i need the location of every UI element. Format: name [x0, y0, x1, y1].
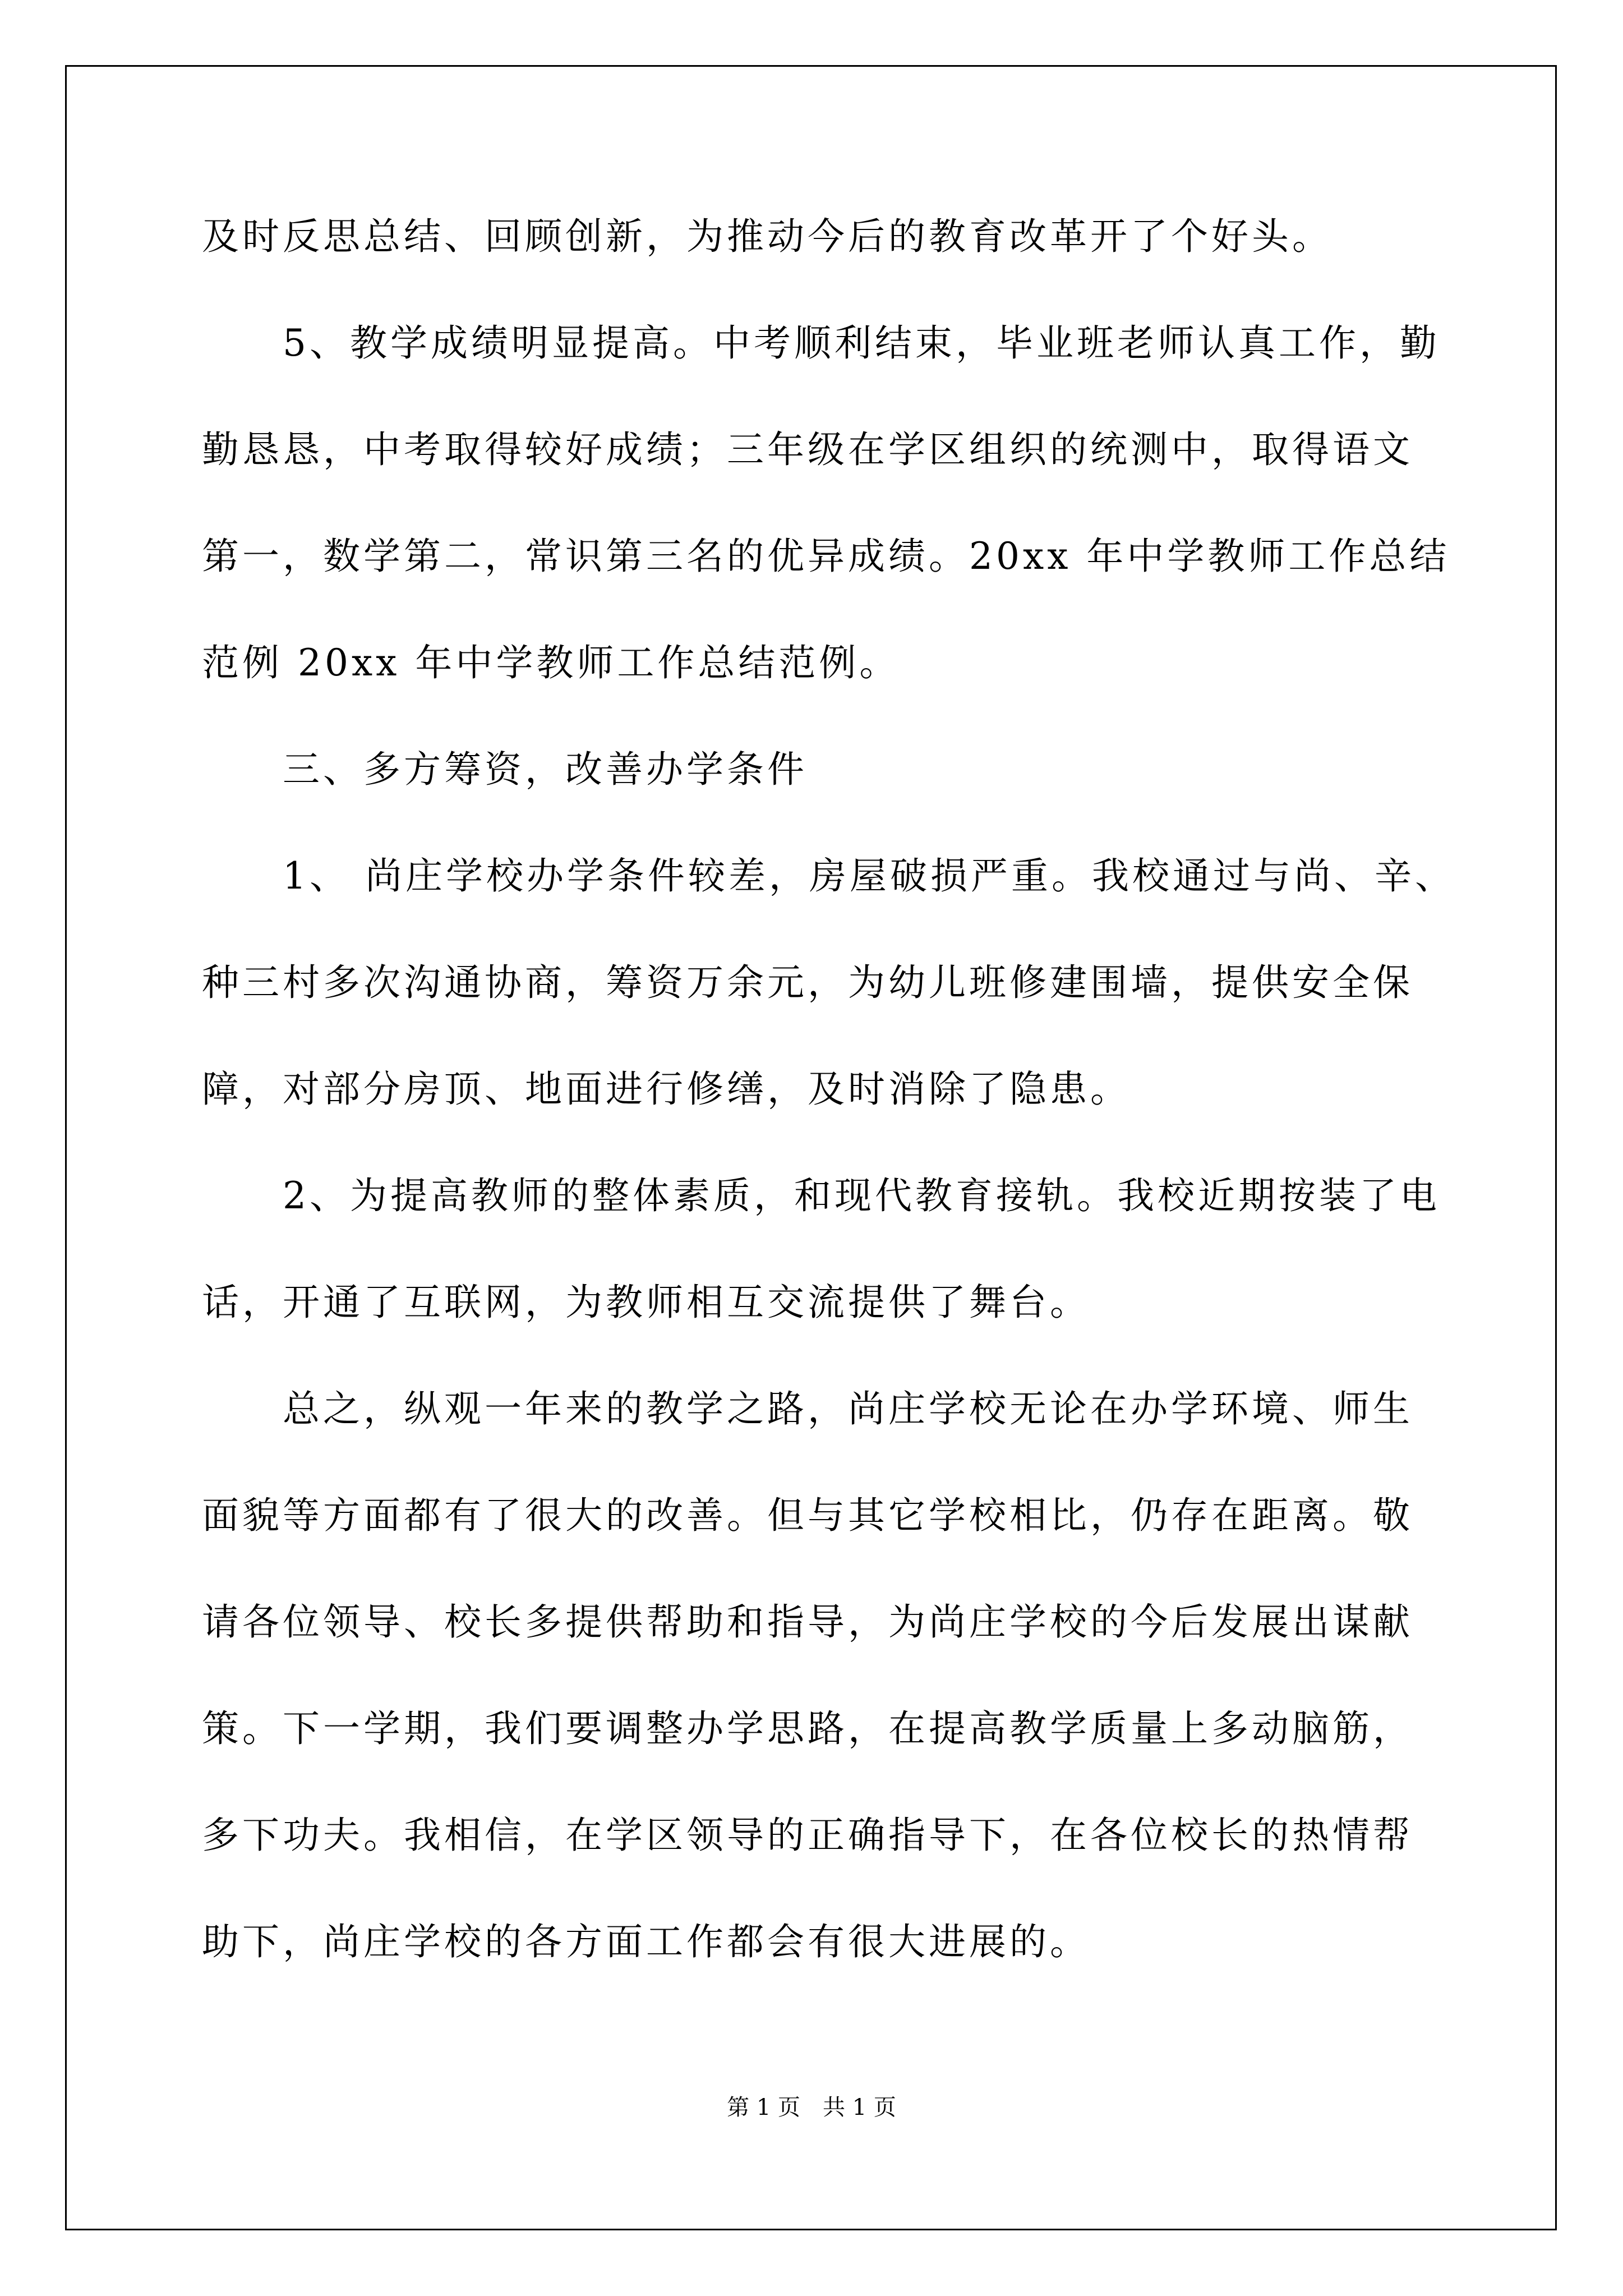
text-line: 及时反思总结、回顾创新，为推动今后的教育改革开了个好头。 — [202, 215, 1332, 258]
text-line: 面貌等方面都有了很大的改善。但与其它学校相比，仍存在距离。敬 — [202, 1494, 1413, 1537]
text-line: 请各位领导、校长多提供帮助和指导，为尚庄学校的今后发展出谋献 — [202, 1600, 1413, 1644]
text-line: 勤恳恳，中考取得较好成绩；三年级在学区组织的统测中，取得语文 — [202, 428, 1413, 471]
page-number: 第 1 页 共 1 页 — [727, 2095, 896, 2120]
text-line: 范例 20xx 年中学教师工作总结范例。 — [202, 641, 900, 684]
text-line: 第一，数学第二，常识第三名的优异成绩。20xx 年中学教师工作总结 — [202, 535, 1450, 578]
text-line: 话，开通了互联网，为教师相互交流提供了舞台。 — [202, 1281, 1090, 1324]
text-line: 策。下一学期，我们要调整办学思路，在提高教学质量上多动脑筋， — [202, 1707, 1413, 1750]
text-line: 种三村多次沟通协商，筹资万余元，为幼儿班修建围墙，提供安全保 — [202, 961, 1413, 1004]
text-line: 总之，纵观一年来的教学之路，尚庄学校无论在办学环境、师生 — [202, 1387, 1413, 1430]
text-line: 障，对部分房顶、地面进行修缮，及时消除了隐患。 — [202, 1068, 1131, 1111]
text-line: 2、为提高教师的整体素质，和现代教育接轨。我校近期按装了电 — [202, 1174, 1440, 1217]
page-border — [65, 65, 1557, 2230]
text-line: 5、教学成绩明显提高。中考顺利结束，毕业班老师认真工作，勤 — [202, 321, 1440, 365]
text-line: 1、 尚庄学校办学条件较差，房屋破损严重。我校通过与尚、辛、 — [202, 854, 1455, 898]
text-line: 多下功夫。我相信，在学区领导的正确指导下，在各位校长的热情帮 — [202, 1814, 1413, 1857]
section-heading: 三、多方筹资，改善办学条件 — [202, 748, 808, 791]
text-line: 助下，尚庄学校的各方面工作都会有很大进展的。 — [202, 1920, 1090, 1963]
